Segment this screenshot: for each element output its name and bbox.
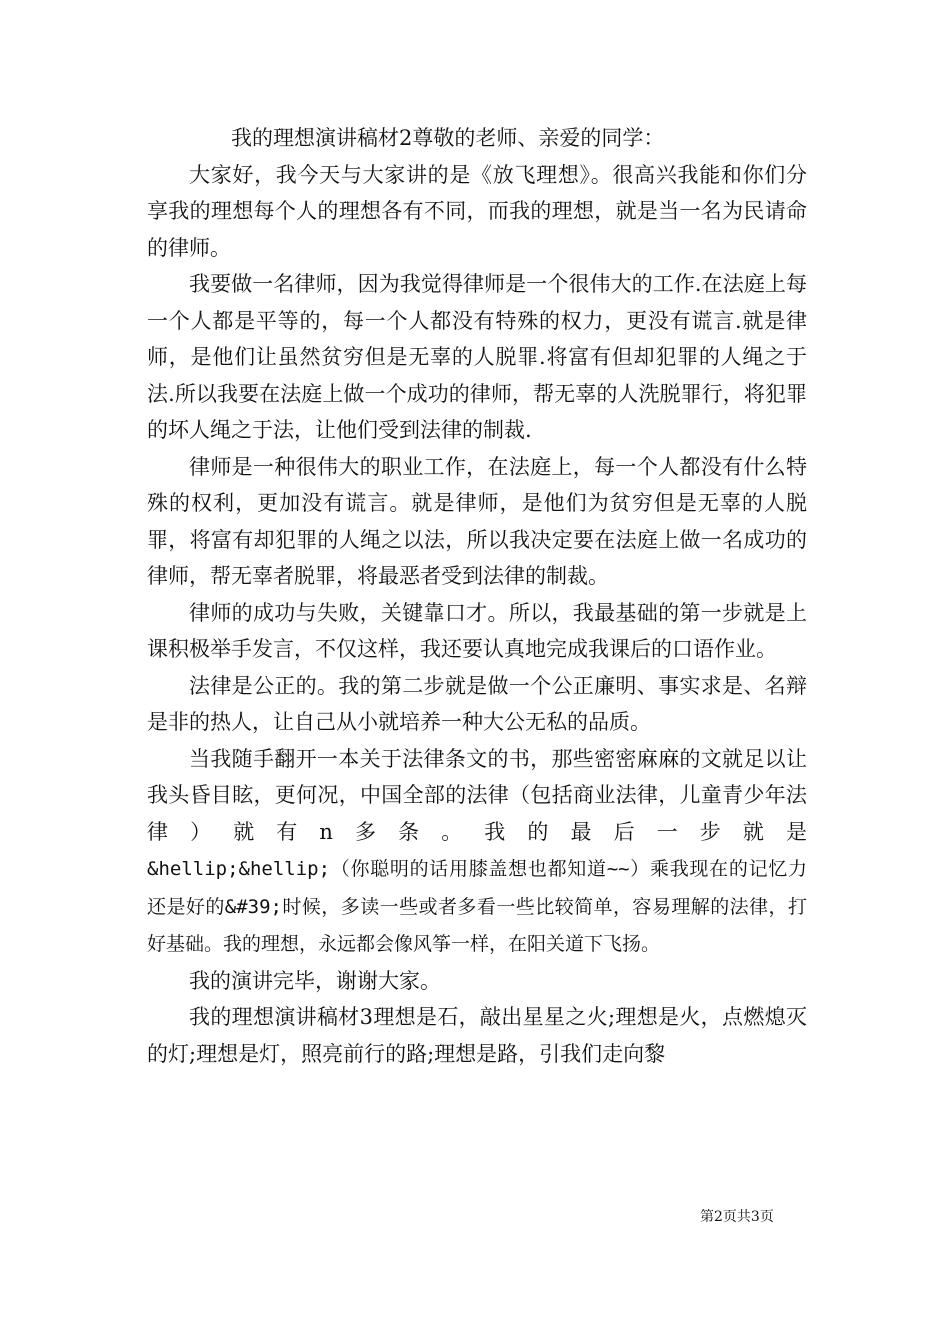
paragraph-speech-3: 我的理想演讲稿材3理想是石，敲出星星之火;理想是火，点燃熄灭的灯;理想是灯，照亮前行的路;理想是路，引我们走向黎 [147,1005,807,1066]
paragraph-law-books: 当我随手翻开一本关于法律条文的书，那些密密麻麻的文就足以让我头昏目眩，更何况，中国全部的法律（包括商业法律，儿童青少年法律）就有n多条。我的最后一步就是 [147,746,807,844]
paragraph-memory-text: &hellip;&hellip;（你聪明的话用膝盖想也都知道~~）乘我现在的记忆力还是好的&#39;时候，多读一些或者多看一些比较简单，容易理解的法律，打好基础。我的理想，永远都会像风筝一样，在阳关道下飞扬。 [147,858,807,955]
paragraph-closing: 我的演讲完毕，谢谢大家。 [189,968,441,993]
paragraph-title: 我的理想演讲稿材2尊敬的老师、亲爱的同学： [231,126,665,150]
paragraph-why-lawyer: 我要做一名律师，因为我觉得律师是一个很伟大的工作.在法庭上每一个人都是平等的，每一个人都没有特殊的权力，更没有谎言.就是律师，是他们让虽然贫穷但是无辜的人脱罪.将富有但却犯罪的人绳之于法.所以我要在法庭上做一个成功的律师，帮无辜的人洗脱罪行，将犯罪的坏人绳之于法，让他们受到法律的制裁. [147,272,807,442]
page-number-footer: 第2页共3页 [700,1209,774,1225]
paragraph-great-profession: 律师是一种很伟大的职业工作，在法庭上，每一个人都没有什么特殊的权利，更加没有谎言。就是律师，是他们为贫穷但是无辜的人脱罪，将富有却犯罪的人绳之以法，所以我决定要在法庭上做一名成功的律师，帮无辜者脱罪，将最恶者受到法律的制裁。 [147,454,807,588]
paragraph-eloquence: 律师的成功与失败，关键靠口才。所以，我最基础的第一步就是上课积极举手发言，不仅这样，我还要认真地完成我课后的口语作业。 [147,600,807,661]
paragraph-memory [147,850,807,963]
document-body [147,120,807,1072]
paragraph-greeting: 大家好，我今天与大家讲的是《放飞理想》。很高兴我能和你们分享我的理想每个人的理想各有不同，而我的理想，就是当一名为民请命的律师。 [147,162,807,260]
paragraph-justice: 法律是公正的。我的第二步就是做一个公正廉明、事实求是、名辩是非的热人，让自己从小就培养一种大公无私的品质。 [147,673,807,734]
